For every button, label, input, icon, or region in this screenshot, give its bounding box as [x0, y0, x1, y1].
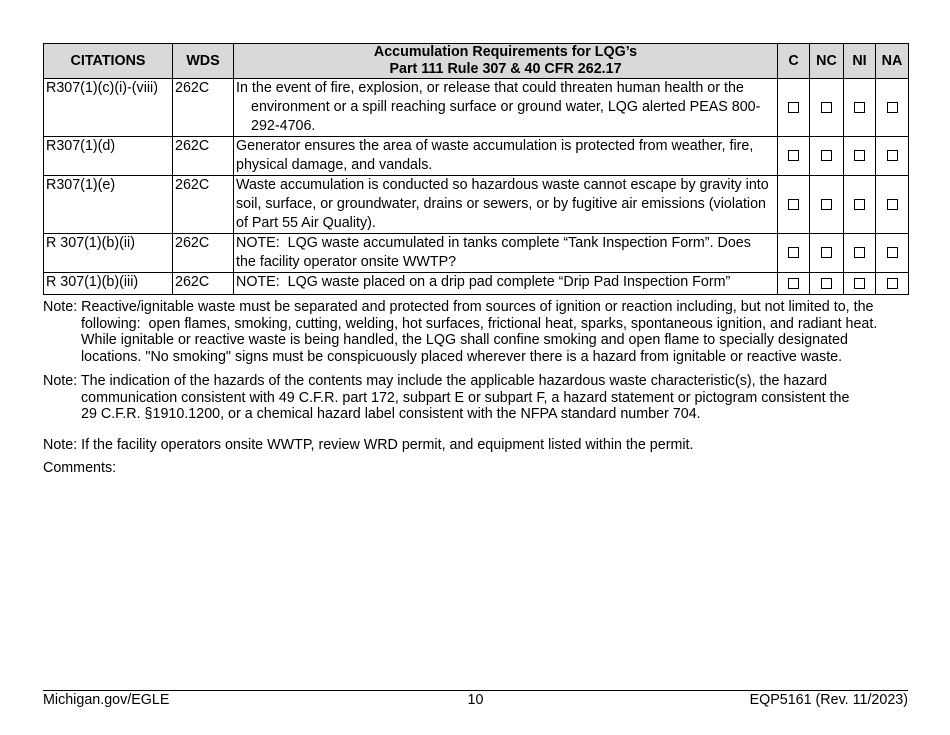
status-ni-cell: [844, 273, 876, 295]
wds-code: 262C: [175, 177, 210, 193]
status-na-cell: [876, 137, 909, 176]
wds-cell: [173, 137, 234, 176]
checkbox-na[interactable]: [887, 199, 898, 210]
table-row: [44, 273, 909, 295]
citation: R 307(1)(b)(ii): [46, 235, 135, 251]
requirement-cell: [234, 137, 778, 176]
status-na-cell: [876, 273, 909, 295]
citation-cell: [44, 137, 173, 176]
requirement-line: environment or a spill reaching surface or ground water, LQG alerted PEAS 800-: [251, 99, 761, 115]
status-nc-cell: [810, 273, 844, 295]
note-line: communication consistent with 49 C.F.R. part 172, subpart E or subpart F, a hazard statement or pictogram consistent the: [81, 389, 850, 406]
requirement-line: NOTE: LQG waste placed on a drip pad complete “Drip Pad Inspection Form”: [236, 274, 731, 290]
checkbox-c[interactable]: [788, 247, 799, 258]
footer-website: Michigan.gov/EGLE: [43, 692, 170, 708]
requirement-cell: [234, 273, 778, 295]
citation: R307(1)(d): [46, 138, 116, 154]
citation: R 307(1)(b)(iii): [46, 274, 139, 290]
accumulation-requirements-table: [43, 43, 909, 295]
citation-cell: [44, 176, 173, 234]
table-row: [44, 79, 909, 137]
citation: R307(1)(e): [46, 177, 116, 193]
status-nc-cell: [810, 79, 844, 137]
status-nc-cell: [810, 137, 844, 176]
wds-cell: [173, 234, 234, 273]
table-header-row: [44, 44, 909, 79]
checkbox-c[interactable]: [788, 102, 799, 113]
comments-label: Comments:: [43, 460, 117, 476]
table-row: [44, 234, 909, 273]
table-row: [44, 176, 909, 234]
status-ni-cell: [844, 79, 876, 137]
note-line: Note: Reactive/ignitable waste must be separated and protected from sources of ignition or reaction including, but not limited to, the: [43, 299, 874, 315]
citation: R307(1)(c)(i)-(viii): [46, 80, 158, 96]
footer-page-number: 10: [467, 692, 484, 708]
requirement-cell: [234, 176, 778, 234]
wds-cell: [173, 176, 234, 234]
status-na-cell: [876, 176, 909, 234]
checkbox-na[interactable]: [887, 278, 898, 289]
requirement-line: the facility operator onsite WWTP?: [236, 254, 457, 270]
status-ni-cell: [844, 234, 876, 273]
requirement-line: Generator ensures the area of waste accumulation is protected from weather, fire,: [236, 138, 754, 154]
note-line: While ignitable or reactive waste is being handled, the LQG shall confine smoking and open flame to specially designated: [81, 332, 848, 348]
status-na-cell: [876, 234, 909, 273]
page-footer: [43, 692, 908, 708]
wds-code: 262C: [175, 235, 210, 251]
wds-code: 262C: [175, 80, 210, 96]
status-na-cell: [876, 79, 909, 137]
checkbox-na[interactable]: [887, 247, 898, 258]
header-c: C: [778, 44, 810, 79]
wds-cell: [173, 79, 234, 137]
checkbox-nc[interactable]: [821, 247, 832, 258]
checkbox-c[interactable]: [788, 150, 799, 161]
checkbox-nc[interactable]: [821, 199, 832, 210]
header-wds: WDS: [173, 44, 234, 79]
header-requirements-title: Accumulation Requirements for LQG’s: [373, 44, 638, 60]
footer-form-id: EQP5161 (Rev. 11/2023): [749, 692, 908, 708]
status-nc-cell: [810, 176, 844, 234]
header-requirements: [234, 44, 778, 79]
header-nc: NC: [810, 44, 844, 79]
note-line: Note: If the facility operators onsite WWTP, review WRD permit, and equipment listed within the permit.: [43, 437, 694, 453]
requirement-line: In the event of fire, explosion, or release that could threaten human health or the: [236, 80, 744, 96]
checkbox-ni[interactable]: [854, 102, 865, 113]
requirement-line: of Part 55 Air Quality).: [236, 215, 376, 231]
checkbox-c[interactable]: [788, 199, 799, 210]
checkbox-na[interactable]: [887, 102, 898, 113]
requirement-line: soil, surface, or groundwater, drains or sewers, or by fugitive air emissions (violation: [236, 196, 767, 212]
checkbox-ni[interactable]: [854, 150, 865, 161]
status-c-cell: [778, 176, 810, 234]
citation-cell: [44, 273, 173, 295]
note-line: locations. "No smoking" signs must be conspicuously placed wherever there is a hazard from ignitable or reactive waste.: [81, 348, 843, 365]
checkbox-nc[interactable]: [821, 150, 832, 161]
header-ni: NI: [844, 44, 876, 79]
note-line: Note: The indication of the hazards of the contents may include the applicable hazardous waste characteristic(s), the hazard: [43, 373, 828, 389]
status-c-cell: [778, 79, 810, 137]
status-c-cell: [778, 234, 810, 273]
checkbox-ni[interactable]: [854, 199, 865, 210]
checkbox-nc[interactable]: [821, 102, 832, 113]
note-wwtp-permit: [43, 437, 908, 454]
note-line: 29 C.F.R. §1910.1200, or a chemical hazard label consistent with the NFPA standard number 704.: [81, 406, 701, 422]
requirement-line: physical damage, and vandals.: [236, 157, 433, 173]
checkbox-nc[interactable]: [821, 278, 832, 289]
status-c-cell: [778, 137, 810, 176]
status-c-cell: [778, 273, 810, 295]
requirement-cell: [234, 79, 778, 137]
note-hazard-indication: [43, 373, 908, 423]
requirement-cell: [234, 234, 778, 273]
requirement-line: 292-4706.: [251, 118, 316, 134]
wds-cell: [173, 273, 234, 295]
wds-code: 262C: [175, 138, 210, 154]
header-requirements-subtitle: Part 111 Rule 307 & 40 CFR 262.17: [389, 61, 622, 77]
footer-divider: [43, 690, 908, 691]
requirement-line: Waste accumulation is conducted so hazardous waste cannot escape by gravity into: [236, 177, 769, 193]
status-nc-cell: [810, 234, 844, 273]
header-citations: CITATIONS: [44, 44, 173, 79]
checkbox-c[interactable]: [788, 278, 799, 289]
status-ni-cell: [844, 137, 876, 176]
wds-code: 262C: [175, 274, 210, 290]
requirement-line: NOTE: LQG waste accumulated in tanks complete “Tank Inspection Form”. Does: [236, 235, 751, 251]
note-ignition-sources: [43, 299, 908, 365]
table-row: [44, 137, 909, 176]
header-na: NA: [876, 44, 909, 79]
status-ni-cell: [844, 176, 876, 234]
note-line: following: open flames, smoking, cutting, welding, hot surfaces, frictional heat, sparks, spontaneous ignition, and radiant heat.: [81, 315, 878, 332]
checkbox-ni[interactable]: [854, 278, 865, 289]
citation-cell: [44, 79, 173, 137]
checkbox-ni[interactable]: [854, 247, 865, 258]
checkbox-na[interactable]: [887, 150, 898, 161]
citation-cell: [44, 234, 173, 273]
